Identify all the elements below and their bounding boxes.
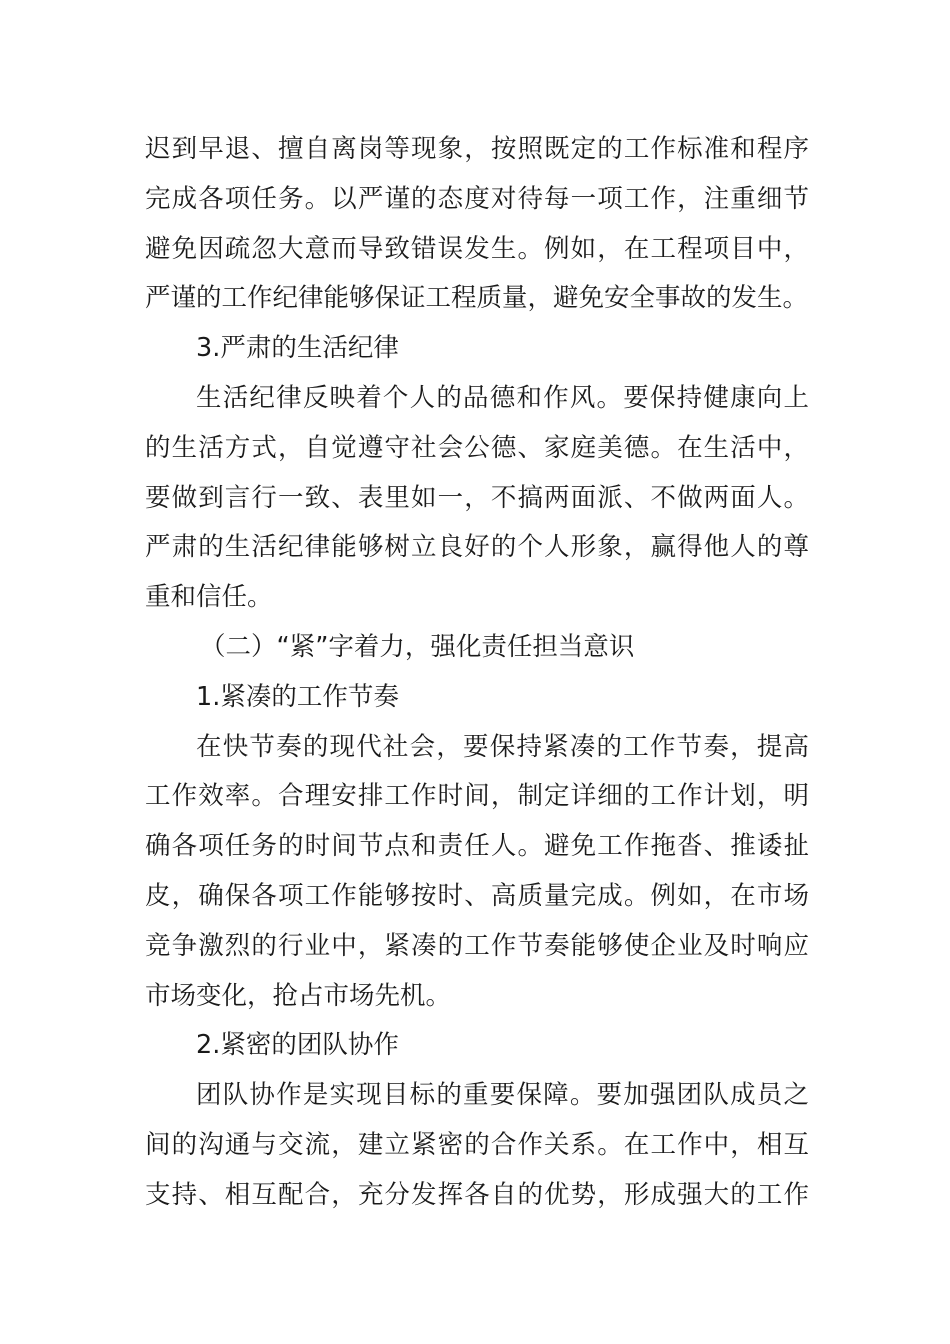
text-line: 重和信任。 xyxy=(145,582,273,613)
text-line: 严肃的生活纪律能够树立良好的个人形象，赢得他人的尊 xyxy=(145,532,809,563)
section-heading: 3.严肃的生活纪律 xyxy=(196,333,399,364)
text-line: 要做到言行一致、表里如一，不搞两面派、不做两面人。 xyxy=(145,482,809,513)
text-line: 完成各项任务。以严谨的态度对待每一项工作，注重细节 xyxy=(145,183,809,214)
text-line: 团队协作是实现目标的重要保障。要加强团队成员之 xyxy=(196,1080,809,1111)
text-line: 市场变化，抢占市场先机。 xyxy=(145,980,452,1011)
text-line: 皮，确保各项工作能够按时、高质量完成。例如，在市场 xyxy=(145,880,809,911)
text-line: 确各项任务的时间节点和责任人。避免工作拖沓、推诿扯 xyxy=(145,831,809,862)
chapter-heading: （二）“紧”字着力，强化责任担当意识 xyxy=(200,631,635,662)
text-line: 间的沟通与交流，建立紧密的合作关系。在工作中，相互 xyxy=(145,1129,809,1160)
section-heading: 2.紧密的团队协作 xyxy=(196,1030,399,1061)
text-line: 支持、相互配合，充分发挥各自的优势，形成强大的工作 xyxy=(145,1179,809,1210)
text-line: 生活纪律反映着个人的品德和作风。要保持健康向上 xyxy=(196,382,809,413)
text-line: 迟到早退、擅自离岗等现象，按照既定的工作标准和程序 xyxy=(145,134,809,164)
section-heading: 1.紧凑的工作节奏 xyxy=(196,681,399,712)
text-line: 工作效率。合理安排工作时间，制定详细的工作计划，明 xyxy=(145,781,809,812)
text-line: 竞争激烈的行业中，紧凑的工作节奏能够使企业及时响应 xyxy=(145,930,809,961)
document-body xyxy=(145,125,809,1221)
text-line: 避免因疏忽大意而导致错误发生。例如，在工程项目中， xyxy=(145,233,809,264)
text-line: 的生活方式，自觉遵守社会公德、家庭美德。在生活中， xyxy=(145,432,809,463)
text-line: 在快节奏的现代社会，要保持紧凑的工作节奏，提高 xyxy=(196,731,809,762)
text-line: 严谨的工作纪律能够保证工程质量，避免安全事故的发生。 xyxy=(145,283,809,314)
